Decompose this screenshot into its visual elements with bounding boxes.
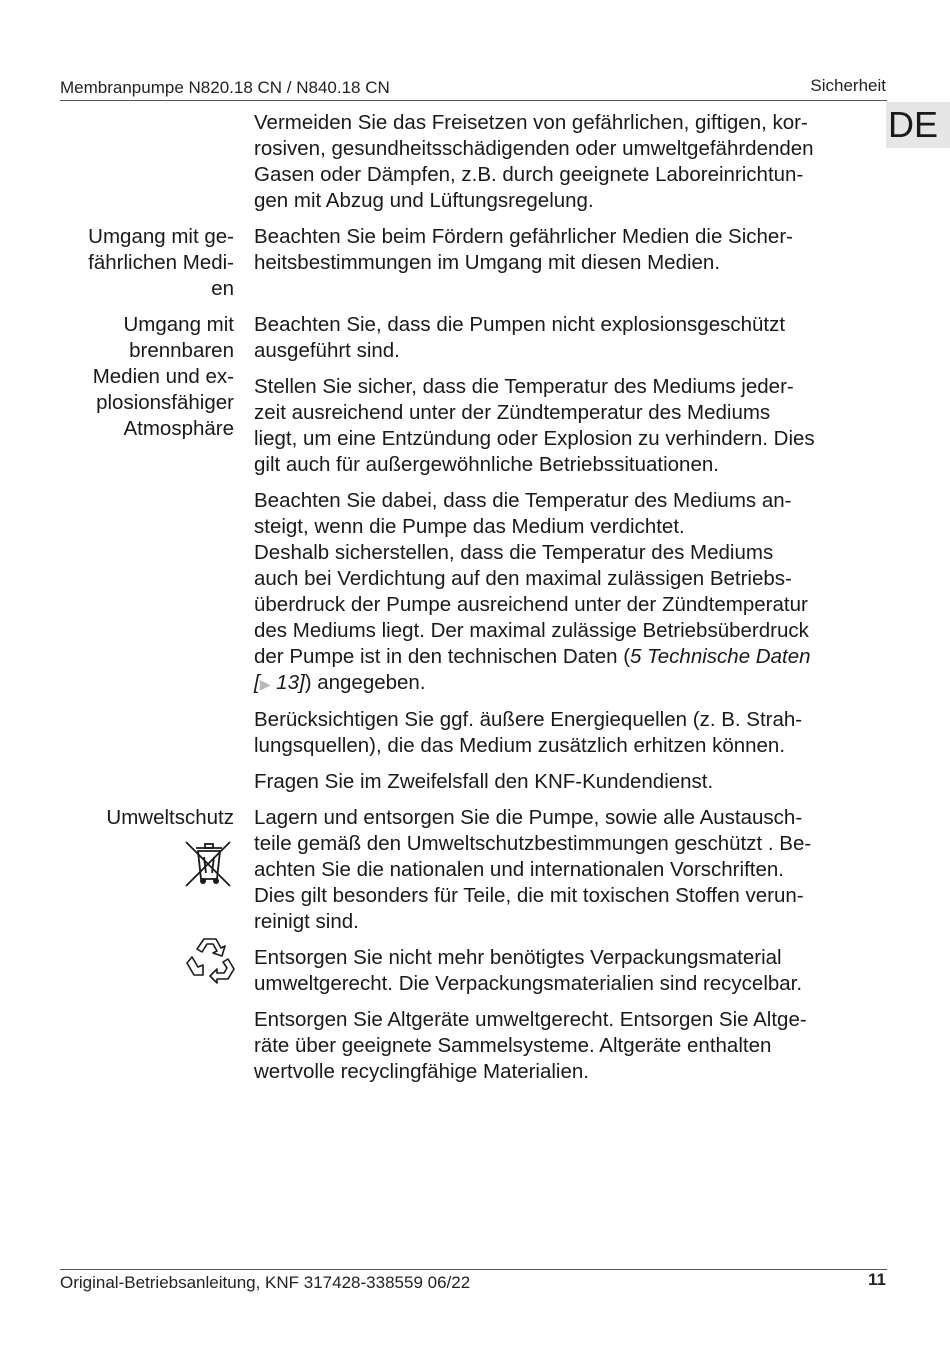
section-intro (60, 110, 875, 214)
header-chapter-title: Sicherheit (810, 76, 886, 95)
environment-paragraph-1: Lagern und entsorgen Sie die Pumpe, sowie alle Austausch- teile gemäß den Umweltschutzbestimmungen geschützt . Be- achten Sie die nationalen und internationalen Vorschriften. Dies gilt besonders für Teile, die mit toxischen Stoffen verun- reinigt sind. (254, 806, 812, 933)
side-label-hazardous-media: Umgang mit ge- fährlichen Medi- en (88, 225, 234, 300)
intro-paragraph: Vermeiden Sie das Freisetzen von gefährlichen, giftigen, kor- rosiven, gesundheitsschädigenden oder umweltgefährdenden Gasen oder Dämpfen, z.B. durch geeignete Laboreinrichtun- gen mit Abzug und Lüftungsregelung. (254, 111, 814, 212)
page-content (60, 110, 875, 1095)
flammable-paragraph-4: Berücksichtigen Sie ggf. äußere Energiequellen (z. B. Strah- lungsquellen), die das Medium zusätzlich erhitzen können. (254, 708, 803, 757)
footer-divider (60, 1269, 887, 1270)
recycling-icon (184, 935, 236, 985)
reference-page: 13] (270, 671, 305, 694)
reference-arrow-icon: ▶ (259, 676, 271, 692)
crossed-out-wheelie-bin-icon (184, 839, 234, 889)
header-document-title: Membranpumpe N820.18 CN / N840.18 CN (60, 78, 390, 97)
header-divider (60, 100, 887, 101)
hazardous-paragraph: Beachten Sie beim Fördern gefährlicher Medien die Sicher- heitsbestimmungen im Umgang mit diesen Medien. (254, 225, 793, 274)
flammable-paragraph-2: Stellen Sie sicher, dass die Temperatur des Mediums jeder- zeit ausreichend unter der Zündtemperatur des Mediums liegt, um eine Entzündung oder Explosion zu verhindern. Dies gilt auch für außergewöhnliche Betriebssituationen. (254, 375, 815, 476)
side-label-environment: Umweltschutz (106, 806, 234, 829)
language-tab: DE (886, 102, 950, 148)
flammable-paragraph-3 (254, 488, 876, 697)
environment-paragraph-2: Entsorgen Sie nicht mehr benötigtes Verpackungsmaterial umweltgerecht. Die Verpackungsmaterialien sind recycelbar. (254, 946, 803, 995)
reference-title: 5 Technische Daten [ (254, 645, 811, 694)
flammable-paragraph-3-text: Beachten Sie dabei, dass die Temperatur des Mediums an- steigt, wenn die Pumpe das Medium verdichtet. Deshalb sicherstellen, dass die Temperatur des Mediums auch bei Verdichtung auf den maximal zulässigen Betriebs- überdruck der Pumpe ausreichend unter der Zündtemperatur des Mediums liegt. Der maximal zulässige Betriebsüberdruck der Pumpe ist in den technischen Daten ( (254, 489, 809, 668)
section-environment (60, 805, 875, 1085)
footer-document-info: Original-Betriebsanleitung, KNF 317428-338559 06/22 (60, 1273, 471, 1292)
flammable-paragraph-1: Beachten Sie, dass die Pumpen nicht explosionsgeschützt ausgeführt sind. (254, 313, 786, 362)
page-number: 11 (868, 1270, 886, 1289)
flammable-paragraph-3-tail: ) angegeben. (304, 671, 426, 694)
flammable-paragraph-5: Fragen Sie im Zweifelsfall den KNF-Kundendienst. (254, 770, 714, 793)
environment-paragraph-3: Entsorgen Sie Altgeräte umweltgerecht. Entsorgen Sie Altge- räte über geeignete Sammelsysteme. Altgeräte enthalten wertvolle recyclingfähige Materialien. (254, 1008, 807, 1083)
side-label-flammable-media: Umgang mit brennbaren Medien und ex- plosionsfähiger Atmosphäre (92, 313, 234, 440)
section-flammable-media (60, 312, 875, 795)
section-hazardous-media (60, 224, 875, 312)
